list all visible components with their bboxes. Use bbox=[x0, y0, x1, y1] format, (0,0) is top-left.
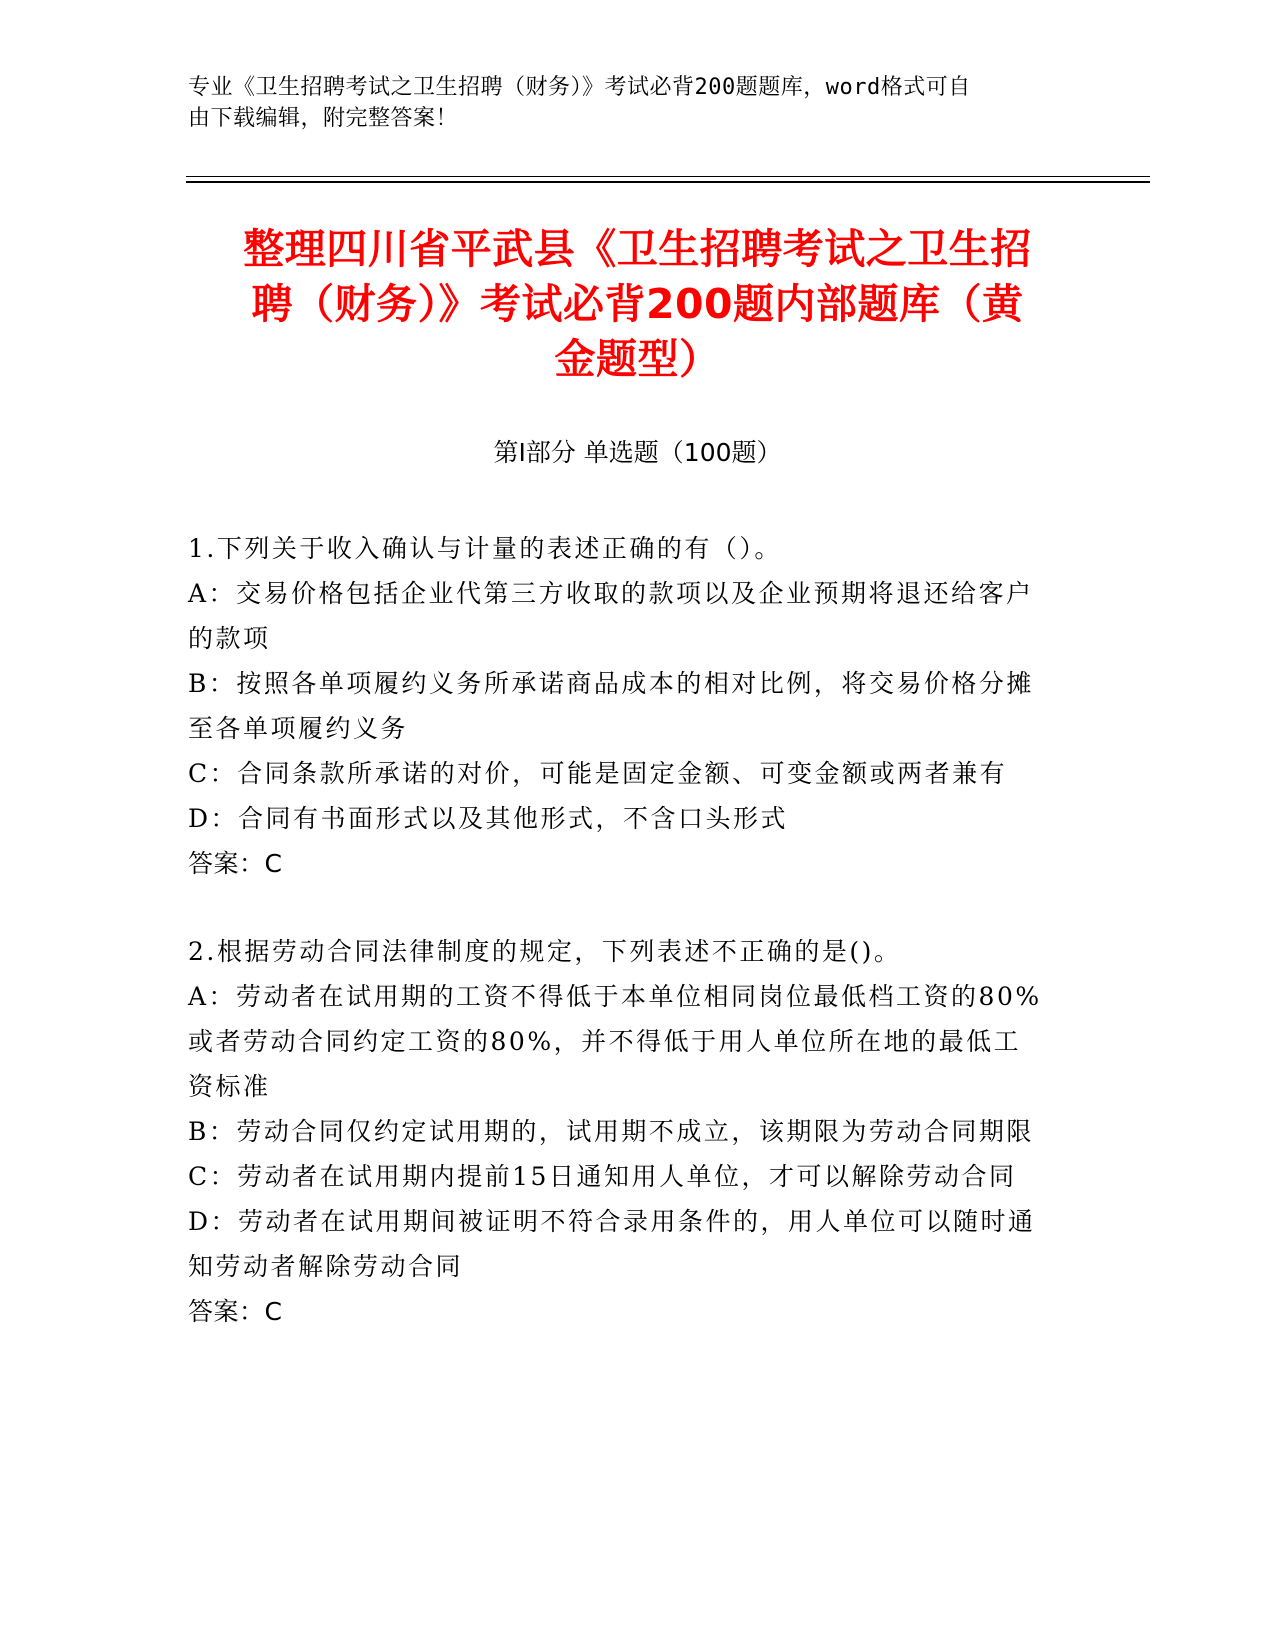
option-b: B：按照各单项履约义务所承诺商品成本的相对比例，将交易价格分摊 bbox=[188, 669, 1034, 698]
document-title-line: 整理四川省平武县《卫生招聘考试之卫生招 bbox=[243, 225, 1032, 273]
answer: 答案：C bbox=[188, 849, 283, 878]
option-a: A：交易价格包括企业代第三方收取的款项以及企业预期将退还给客户 bbox=[188, 579, 1034, 608]
document-title bbox=[180, 222, 1095, 387]
header-note bbox=[188, 72, 1068, 134]
answer: 答案：C bbox=[188, 1297, 283, 1326]
header-note-line: 由下载编辑，附完整答案！ bbox=[188, 106, 459, 131]
question-list bbox=[188, 526, 1078, 1377]
header-note-line: 专业《卫生招聘考试之卫生招聘（财务）》考试必背200题题库，word格式可自 bbox=[188, 75, 971, 100]
question-2 bbox=[188, 929, 1078, 1334]
question-stem: 2.根据劳动合同法律制度的规定，下列表述不正确的是()。 bbox=[188, 937, 902, 966]
option-a-continued: 的款项 bbox=[188, 624, 271, 653]
option-a: A：劳动者在试用期的工资不得低于本单位相同岗位最低档工资的80% bbox=[188, 982, 1042, 1011]
document-title-line: 聘（财务）》考试必背200题内部题库（黄 bbox=[251, 280, 1024, 328]
option-d-continued: 知劳动者解除劳动合同 bbox=[188, 1252, 464, 1281]
option-d: D：合同有书面形式以及其他形式，不含口头形式 bbox=[188, 804, 789, 833]
option-b: B：劳动合同仅约定试用期的，试用期不成立，该期限为劳动合同期限 bbox=[188, 1117, 1034, 1146]
header-divider-thin bbox=[186, 176, 1150, 177]
option-b-continued: 至各单项履约义务 bbox=[188, 714, 409, 743]
question-stem: 1.下列关于收入确认与计量的表述正确的有（）。 bbox=[188, 534, 782, 563]
option-d: D：劳动者在试用期间被证明不符合录用条件的，用人单位可以随时通 bbox=[188, 1207, 1036, 1236]
section-title: 第I部分 单选题（100题） bbox=[493, 438, 782, 467]
option-a-continued: 或者劳动合同约定工资的80%，并不得低于用人单位所在地的最低工 bbox=[188, 1027, 1022, 1056]
option-a-continued: 资标准 bbox=[188, 1072, 271, 1101]
header-divider-thick bbox=[186, 181, 1150, 183]
question-1 bbox=[188, 526, 1078, 886]
option-c: C：合同条款所承诺的对价，可能是固定金额、可变金额或两者兼有 bbox=[188, 759, 1008, 788]
option-c: C：劳动者在试用期内提前15日通知用人单位，才可以解除劳动合同 bbox=[188, 1162, 1017, 1191]
document-title-line: 金题型） bbox=[554, 335, 721, 383]
